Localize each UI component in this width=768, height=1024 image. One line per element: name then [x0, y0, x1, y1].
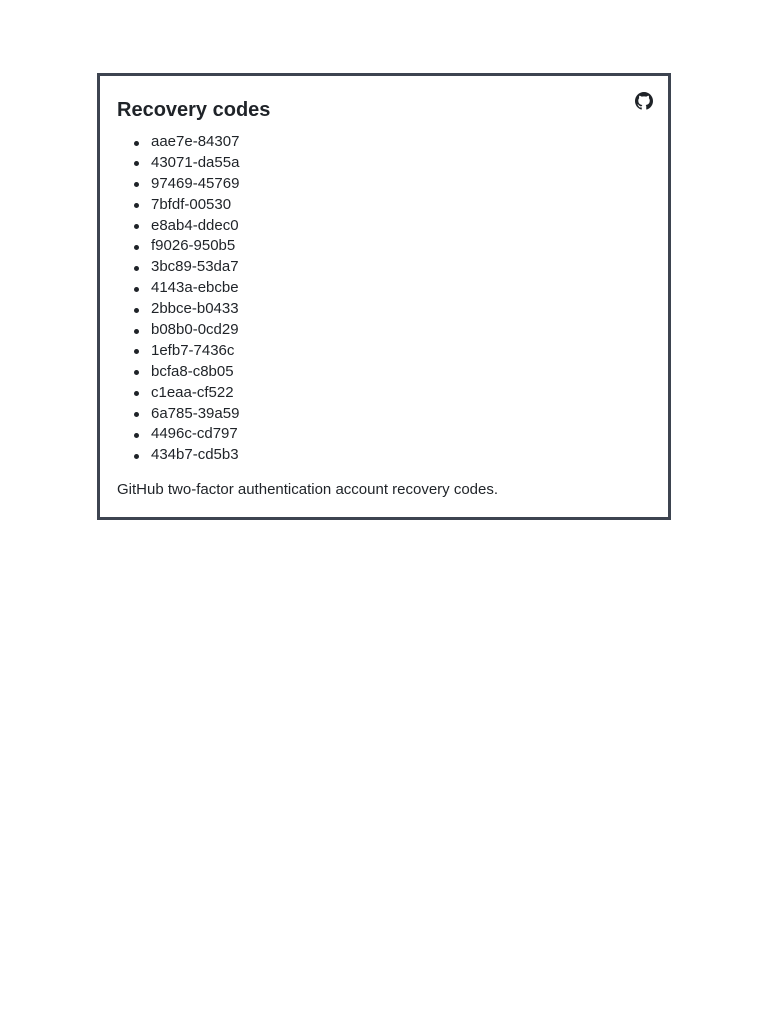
recovery-code: 4143a-ebcbe — [117, 278, 239, 299]
recovery-code: 6a785-39a59 — [117, 404, 239, 425]
recovery-code: 7bfdf-00530 — [117, 195, 239, 216]
recovery-code: 43071-da55a — [117, 153, 239, 174]
recovery-code: 2bbce-b0433 — [117, 299, 239, 320]
recovery-code: e8ab4-ddec0 — [117, 216, 239, 237]
recovery-code: f9026-950b5 — [117, 236, 239, 257]
recovery-code: aae7e-84307 — [117, 132, 239, 153]
recovery-code: 4496c-cd797 — [117, 424, 239, 445]
recovery-code: 97469-45769 — [117, 174, 239, 195]
github-icon — [635, 92, 653, 110]
recovery-code-list — [117, 132, 239, 466]
card-caption: GitHub two-factor authentication account recovery codes. — [117, 481, 499, 498]
recovery-code: c1eaa-cf522 — [117, 383, 239, 404]
recovery-code: 434b7-cd5b3 — [117, 445, 239, 466]
recovery-code: 3bc89-53da7 — [117, 257, 239, 278]
recovery-code: 1efb7-7436c — [117, 341, 239, 362]
recovery-code: bcfa8-c8b05 — [117, 362, 239, 383]
recovery-codes-card — [97, 73, 671, 520]
card-title: Recovery codes — [117, 99, 271, 121]
recovery-code: b08b0-0cd29 — [117, 320, 239, 341]
